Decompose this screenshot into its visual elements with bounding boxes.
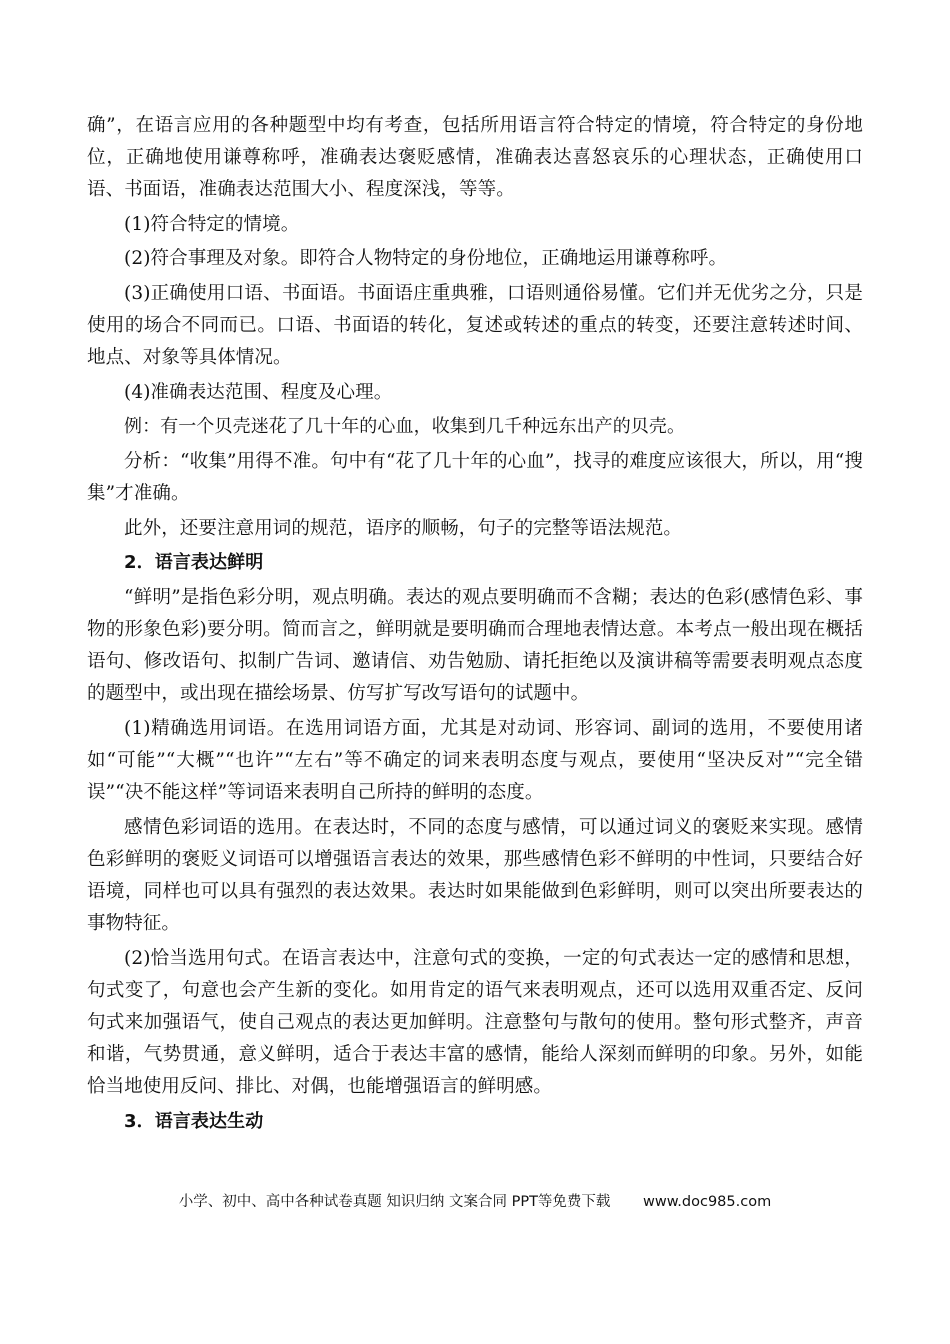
list-item-3: (3)正确使用口语、书面语。书面语庄重典雅，口语则通俗易懂。它们并无优劣之分，只是使用的场合不同而已。口语、书面语的转化，复述或转述的重点的转变，还要注意转述时间、地点、对象等具体情况。 bbox=[87, 282, 863, 369]
example-sentence: 例：有一个贝壳迷花了几十年的心血，收集到几千种远东出产的贝壳。 bbox=[124, 416, 686, 438]
list-item-4: (4)准确表达范围、程度及心理。 bbox=[124, 381, 393, 403]
footer-text: 小学、初中、高中各种试卷真题 知识归纳 文案合同 PPT等免费下载 bbox=[178, 1194, 611, 1210]
list-item-1: (1)符合特定的情境。 bbox=[124, 213, 300, 235]
paragraph-intro: 确”，在语言应用的各种题型中均有考查，包括所用语言符合特定的情境，符合特定的身份地位，正确地使用谦尊称呼，准确表达褒贬感情，准确表达喜怒哀乐的心理状态，正确使用口语、书面语，准确表达范围大小、程度深浅，等等。 bbox=[87, 115, 863, 201]
word-choice-paragraph: (1)精确选用词语。在选用词语方面，尤其是对动词、形容词、副词的选用，不要使用诸如“可能”“大概”“也许”“左右”等不确定的词来表明态度与观点，要使用“坚决反对”“完全错误”“决不能这样”等词语来表明自己所持的鲜明的态度。 bbox=[87, 717, 863, 804]
note-paragraph: 此外，还要注意用词的规范，语序的顺畅，句子的完整等语法规范。 bbox=[124, 517, 683, 539]
emotion-words-paragraph: 感情色彩词语的选用。在表达时，不同的态度与感情，可以通过词义的褒贬来实现。感情色彩鲜明的褒贬义词语可以增强语言表达的效果，那些感情色彩不鲜明的中性词，只要结合好语境，同样也可以具有强烈的表达效果。表达时如果能做到色彩鲜明，则可以突出所要表达的事物特征。 bbox=[87, 816, 863, 935]
list-item-2: (2)符合事理及对象。即符合人物特定的身份地位，正确地运用谦尊称呼。 bbox=[124, 248, 728, 270]
section-heading-3: 3．语言表达生动 bbox=[124, 1110, 264, 1132]
definition-paragraph: “鲜明”是指色彩分明，观点明确。表达的观点要明确而不含糊；表达的色彩(感情色彩、事物的形象色彩)要分明。简而言之，鲜明就是要明确而合理地表情达意。本考点一般出现在概括语句、修改语句、拟制广告词、邀请信、劝告勉励、请托拒绝以及演讲稿等需要表明观点态度的题型中，或出现在描绘场景、仿写扩写改写语句的试题中。 bbox=[87, 586, 863, 705]
footer-url[interactable]: www.doc985.com bbox=[643, 1194, 772, 1210]
sentence-pattern-paragraph: (2)恰当选用句式。在语言表达中，注意句式的变换，一定的句式表达一定的感情和思想，句式变了，句意也会产生新的变化。如用肯定的语气来表明观点，还可以选用双重否定、反问句式来加强语气，使自己观点的表达更加鲜明。注意整句与散句的使用。整句形式整齐，声音和谐，气势贯通，意义鲜明，适合于表达丰富的感情，能给人深刻而鲜明的印象。另外，如能恰当地使用反问、排比、对偶，也能增强语言的鲜明感。 bbox=[87, 947, 863, 1098]
page-footer bbox=[0, 1190, 950, 1211]
section-heading-2: 2．语言表达鲜明 bbox=[124, 552, 264, 574]
analysis-paragraph: 分析：“收集”用得不准。句中有“花了几十年的心血”，找寻的难度应该很大，所以，用“搜集”才准确。 bbox=[87, 450, 863, 505]
document-body bbox=[87, 110, 863, 1140]
